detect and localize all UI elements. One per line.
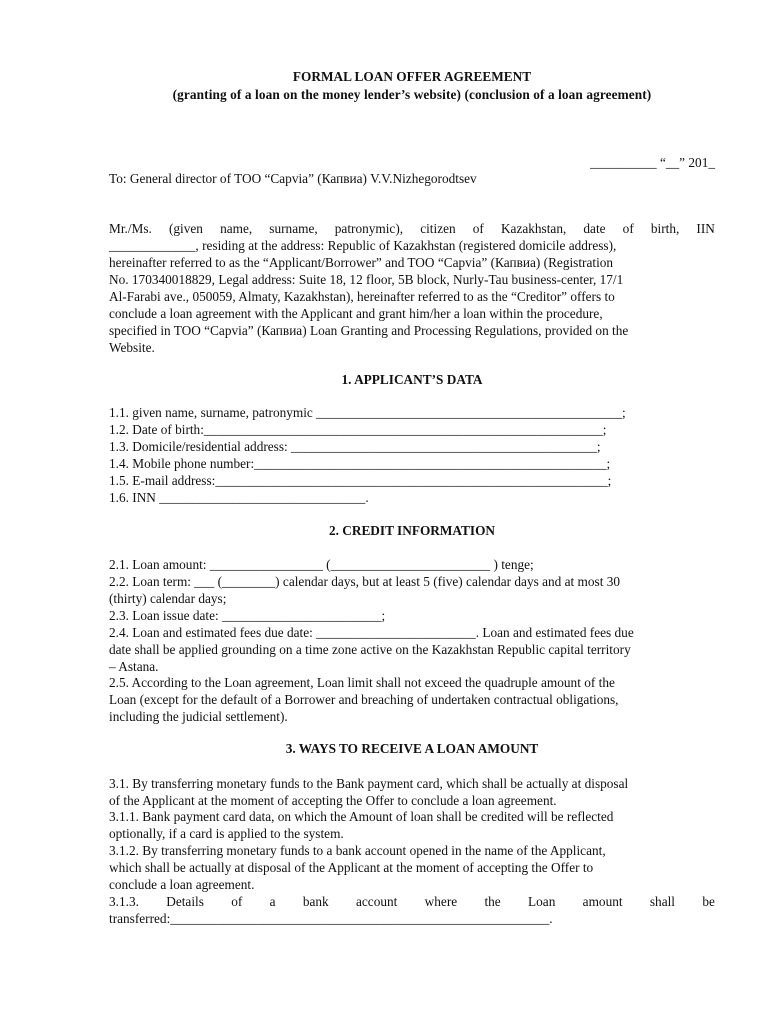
credit-line: 2.5. According to the Loan agreement, Loan limit shall not exceed the quadruple amount of the: [109, 675, 615, 690]
intro-line: conclude a loan agreement with the Applicant and grant him/her a loan within the procedure,: [109, 306, 603, 321]
intro-line: Website.: [109, 340, 155, 355]
receive-line: which shall be actually at disposal of the Applicant at the moment of accepting the Offer to: [109, 860, 594, 875]
applicant-field-email: 1.5. E-mail address:___________________________________________________________;: [109, 473, 612, 488]
receive-line-313: [109, 894, 715, 911]
credit-line: 2.2. Loan term: ___ (________) calendar days, but at least 5 (five) calendar days and at most 30: [109, 574, 621, 589]
word: account: [356, 894, 398, 909]
section-heading: 3. WAYS TO RECEIVE A LOAN AMOUNT: [285, 741, 539, 756]
word: surname,: [269, 221, 318, 236]
applicant-field-address: 1.3. Domicile/residential address: ______________________________________________;: [109, 439, 601, 454]
word: Details: [166, 894, 204, 909]
word: of: [622, 221, 634, 236]
credit-line: – Astana.: [109, 659, 159, 674]
document-title: FORMAL LOAN OFFER AGREEMENT: [292, 69, 532, 84]
credit-line: (thirty) calendar days;: [109, 591, 227, 606]
word: amount: [582, 894, 623, 909]
section-heading: 1. APPLICANT’S DATA: [341, 372, 483, 387]
word: the: [484, 894, 501, 909]
intro-line: _____________, residing at the address: Republic of Kazakhstan (registered domicile address),: [109, 238, 617, 253]
applicant-field-name: 1.1. given name, surname, patronymic ______________________________________________;: [109, 405, 626, 420]
date-line: __________ “__” 201_: [590, 155, 715, 170]
credit-line: 2.3. Loan issue date: ________________________;: [109, 608, 386, 623]
applicant-field-phone: 1.4. Mobile phone number:_____________________________________________________;: [109, 456, 611, 471]
receive-line: 3.1.2. By transferring monetary funds to a bank account opened in the name of the Applicant,: [109, 843, 606, 858]
word: bank: [302, 894, 329, 909]
word: of: [231, 894, 243, 909]
word: (given: [168, 221, 203, 236]
applicant-field-inn: 1.6. INN _______________________________.: [109, 490, 369, 505]
word: patronymic),: [334, 221, 404, 236]
intro-line: hereinafter referred to as the “Applicant/Borrower” and TOO “Capvia” (Капвиа) (Registration: [109, 255, 614, 270]
intro-line: Al-Farabi ave., 050059, Almaty, Kazakhstan), hereinafter referred to as the “Creditor” offers to: [109, 289, 615, 304]
addressee-line: To: General director of TOO “Capvia” (Капвиа) V.V.Nizhegorodtsev: [109, 171, 477, 186]
word: Kazakhstan,: [500, 221, 567, 236]
intro-line: [109, 221, 715, 238]
credit-line: including the judicial settlement).: [109, 709, 288, 724]
intro-line: specified in TOO “Capvia” (Капвиа) Loan Granting and Processing Regulations, provided on the: [109, 323, 629, 338]
receive-line: transferred:_________________________________________________________.: [109, 911, 553, 926]
credit-line: 2.1. Loan amount: _________________ (________________________ ) tenge;: [109, 557, 534, 572]
word: name,: [220, 221, 253, 236]
receive-line: conclude a loan agreement.: [109, 877, 255, 892]
credit-line: Loan (except for the default of a Borrower and breaching of undertaken contractual obligations,: [109, 692, 619, 707]
receive-line: optionally, if a card is applied to the system.: [109, 826, 344, 841]
word: shall: [649, 894, 675, 909]
credit-line: date shall be applied grounding on a time zone active on the Kazakhstan Republic capital territory: [109, 642, 631, 657]
word: citizen: [420, 221, 456, 236]
word: birth,: [650, 221, 680, 236]
word: be: [702, 894, 715, 909]
receive-line: 3.1. By transferring monetary funds to the Bank payment card, which shall be actually at disposal: [109, 776, 629, 791]
word: Mr./Ms.: [109, 221, 152, 236]
applicant-field-birthdate: 1.2. Date of birth:____________________________________________________________;: [109, 422, 607, 437]
word: where: [424, 894, 458, 909]
intro-line: No. 170340018829, Legal address: Suite 18, 12 floor, 5B block, Nurly-Tau business-center, 17/1: [109, 272, 624, 287]
credit-line: 2.4. Loan and estimated fees due date: ________________________. Loan and estimated fees due: [109, 625, 634, 640]
word: date: [583, 221, 606, 236]
word: 3.1.3.: [109, 894, 139, 909]
word: Loan: [528, 894, 556, 909]
document-subtitle: (granting of a loan on the money lender’s website) (conclusion of a loan agreement): [172, 87, 652, 102]
word: IIN: [696, 221, 715, 236]
word: of: [472, 221, 484, 236]
word: a: [269, 894, 276, 909]
receive-line: 3.1.1. Bank payment card data, on which the Amount of loan shall be credited will be reflected: [109, 809, 614, 824]
section-heading: 2. CREDIT INFORMATION: [328, 523, 496, 538]
receive-line: of the Applicant at the moment of accepting the Offer to conclude a loan agreement.: [109, 793, 557, 808]
